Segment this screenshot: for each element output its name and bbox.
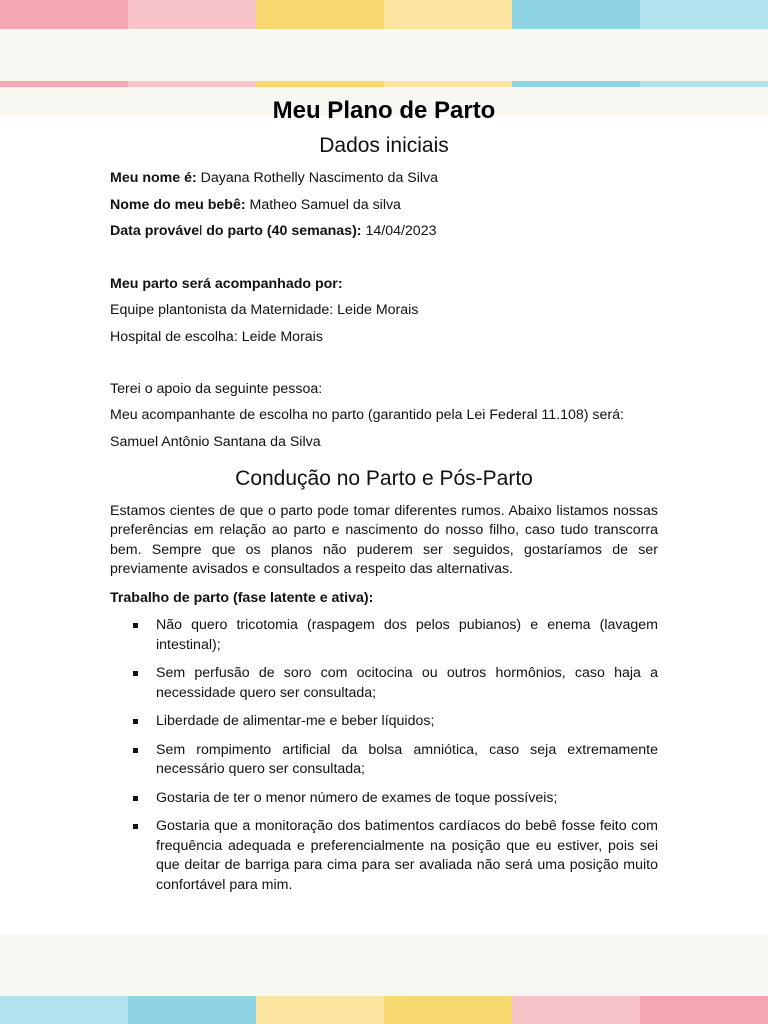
field-bebe <box>110 195 658 222</box>
band-segment <box>0 0 128 29</box>
acompanhante-line: Meu acompanhante de escolha no parto (garantido pela Lei Federal 11.108) será: <box>110 406 624 423</box>
field-data-label-c: do parto (40 semanas): <box>202 223 362 239</box>
band-segment <box>640 996 768 1024</box>
apoio-line: Terei o apoio da seguinte pessoa: <box>110 381 323 397</box>
field-nome-label: Meu nome é: <box>110 170 197 186</box>
field-data-value: 14/04/2023 <box>361 223 437 239</box>
field-bebe-value: Matheo Samuel da silva <box>245 196 401 213</box>
list-item: Gostaria de ter o menor número de exames de toque possíveis; <box>156 789 658 809</box>
trabalho-label-text: Trabalho de parto (fase latente e ativa): <box>110 589 374 606</box>
header-cream-strip <box>0 29 768 81</box>
field-bebe-label: Nome do meu bebê: <box>110 196 246 213</box>
field-data-label-b: l <box>199 223 203 239</box>
field-nome <box>110 168 658 195</box>
field-data-parto <box>110 221 658 248</box>
acompanhante-nome: Samuel Antônio Santana da Silva <box>110 434 321 450</box>
band-segment <box>256 996 384 1024</box>
band-segment <box>256 0 384 29</box>
section-heading-conducao: Condução no Parto e Pós-Parto <box>235 466 533 490</box>
band-segment <box>384 996 512 1024</box>
list-item: Não quero tricotomia (raspagem dos pelos pubianos) e enema (lavagem intestinal); <box>156 616 658 655</box>
band-segment <box>512 996 640 1024</box>
conducao-intro: Estamos cientes de que o parto pode tomar diferentes rumos. Abaixo listamos nossas preferências em relação ao parto e nascimento do nosso filho, caso tudo transcorra bem. Sempre que os planos não puderem ser seguidos, gostaríamos de ser previamente avisados e consultados a respeito das alternativas. <box>110 502 658 577</box>
equipe-line: Equipe plantonista da Maternidade: Leide Morais <box>110 302 419 318</box>
band-segment <box>640 0 768 29</box>
footer-cream-strip <box>0 934 768 996</box>
list-item: Gostaria que a monitoração dos batimentos cardíacos do bebê fosse feito com frequência adequada e preferencialmente na posição que eu estiver, pois sei que deitar de barriga para cima para ser avaliada não será uma posição muito confortável para mim. <box>156 817 658 895</box>
top-color-band <box>0 0 768 29</box>
page-title: Meu Plano de Parto <box>272 97 496 124</box>
list-item: Liberdade de alimentar-me e beber líquidos; <box>156 712 658 732</box>
section-heading-dados: Dados iniciais <box>319 134 449 157</box>
hospital-line: Hospital de escolha: Leide Morais <box>110 328 323 345</box>
band-segment <box>128 996 256 1024</box>
field-data-label-a: Data prováve <box>110 223 200 239</box>
band-segment <box>0 996 128 1024</box>
trabalho-label <box>110 588 658 615</box>
acompanhado-label <box>110 274 658 301</box>
band-segment <box>512 0 640 29</box>
preferences-list <box>110 616 658 895</box>
band-segment <box>384 0 512 29</box>
field-nome-value: Dayana Rothelly Nascimento da Silva <box>196 170 439 186</box>
band-segment <box>128 0 256 29</box>
list-item: Sem rompimento artificial da bolsa amniótica, caso seja extremamente necessário quero ser consultada; <box>156 741 658 780</box>
bottom-color-band <box>0 996 768 1024</box>
document-body <box>110 94 658 904</box>
acompanhado-label-text: Meu parto será acompanhado por: <box>110 275 343 292</box>
list-item: Sem perfusão de soro com ocitocina ou outros hormônios, caso haja a necessidade quero ser consultada; <box>156 664 658 703</box>
